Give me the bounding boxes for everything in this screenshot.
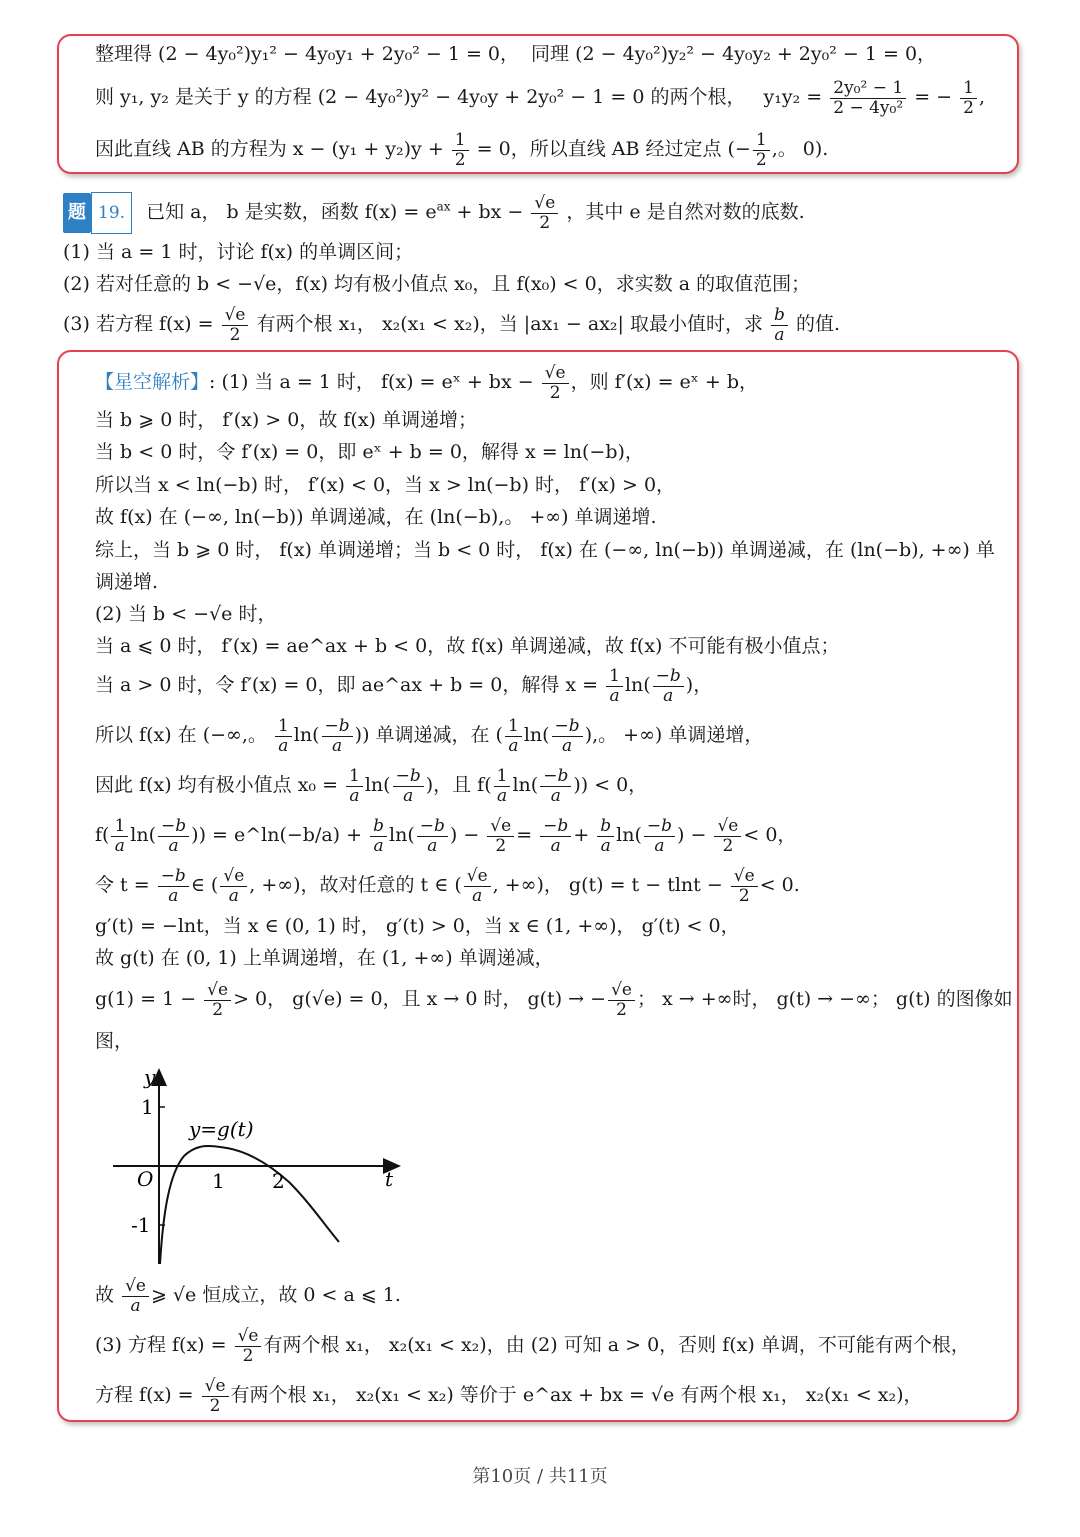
denominator: 2 [539, 212, 551, 233]
denominator: 2 − 4y₀² [833, 97, 904, 118]
line [95, 440, 644, 464]
text: ln( [523, 724, 550, 746]
line [95, 634, 840, 658]
text: g′(t) = −lnt，当 x ∈ (0, 1) 时， g′(t) > 0，当 x ∈ (1, +∞)， g′(t) < 0， [95, 915, 740, 937]
fraction [771, 306, 788, 345]
text: 调递增. [95, 571, 159, 593]
text: 当 b ⩾ 0 时， f′(x) > 0，故 f(x) 单调递增； [95, 409, 477, 431]
numerator: −b [540, 817, 571, 837]
fraction [644, 817, 675, 856]
numerator: −b [653, 667, 684, 687]
denominator: a [472, 885, 483, 906]
denominator: a [130, 1295, 141, 1316]
y-axis-label: y [144, 1065, 156, 1089]
line [95, 408, 477, 432]
text: (3) 方程 f(x) = [95, 1334, 227, 1356]
text: ； x → +∞时， g(t) → −∞； g(t) 的图像如 [636, 988, 1013, 1010]
numerator: 1 [452, 131, 469, 151]
t-axis-label: t [385, 1167, 394, 1191]
line [95, 914, 740, 938]
numerator: 1 [960, 79, 977, 99]
text: ⩾ √e 恒成立，故 0 < a ⩽ 1. [150, 1284, 401, 1306]
question-2 [63, 272, 810, 296]
text: ln( [616, 824, 642, 846]
text: ,。 0). [771, 138, 829, 160]
text: ln( [130, 824, 157, 846]
numerator: −b [552, 717, 583, 737]
text: ) − [677, 824, 707, 846]
numerator: −b [417, 817, 448, 837]
line [95, 662, 712, 708]
line [95, 570, 158, 594]
numerator: b [771, 306, 788, 326]
text: )) 单调递减，在 ( [354, 724, 503, 746]
fraction [830, 79, 906, 118]
text: ln( [389, 824, 415, 846]
denominator: 2 [495, 835, 507, 856]
denominator: a [114, 835, 125, 856]
fraction [505, 717, 522, 756]
numerator: −b [393, 767, 424, 787]
line [95, 1029, 133, 1053]
fraction [714, 817, 741, 856]
text: (1) 当 a = 1 时，讨论 f(x) 的单调区间； [63, 241, 414, 263]
numerator: −b [158, 817, 189, 837]
question-1 [63, 240, 413, 264]
numerator: 2y₀² − 1 [830, 79, 906, 99]
solution-box [57, 350, 1019, 1422]
fraction [552, 717, 583, 756]
denominator: a [427, 835, 438, 856]
line [95, 946, 554, 970]
text: 当 b < 0 时，令 f′(x) = 0，即 eˣ + b = 0，解得 x = ln(−b)， [95, 441, 644, 463]
text: (3) 若方程 f(x) = [63, 313, 214, 335]
fraction [731, 867, 758, 906]
numerator: √e [487, 817, 514, 837]
denominator: a [550, 785, 561, 806]
text: 有两个根 x₁， x₂(x₁ < x₂)，由 (2) 可知 a > 0，否则 f(x) 单调，不可能有两个根， [263, 1334, 970, 1356]
fraction [542, 364, 569, 403]
numerator: −b [322, 717, 353, 737]
line [95, 1322, 970, 1368]
text: ) − [449, 824, 480, 846]
text: 则 y₁, y₂ 是关于 y 的方程 (2 − 4y₀²)y² − 4y₀y + 2y₀² − 1 = 0 的两个根， [95, 86, 746, 108]
text: 当 a > 0 时，令 f′(x) = 0，即 ae^ax + b = 0，解得 x = [95, 674, 599, 696]
denominator: a [663, 685, 674, 706]
text: (2) 若对任意的 b < −√e，f(x) 均有极小值点 x₀，且 f(x₀) < 0，求实数 a 的取值范围； [63, 273, 811, 295]
question-3 [63, 302, 840, 346]
denominator: a [550, 835, 561, 856]
numerator: √e [122, 1277, 149, 1297]
numerator: b [370, 817, 387, 837]
text: )， [685, 674, 713, 696]
denominator: a [373, 835, 384, 856]
fraction [608, 981, 635, 1020]
denominator: a [774, 324, 785, 345]
g-curve [160, 1146, 339, 1264]
tick-label-x2: 2 [272, 1169, 285, 1193]
tick-label-ym1: -1 [131, 1213, 151, 1237]
denominator: a [654, 835, 665, 856]
numerator: 1 [111, 817, 128, 837]
function-graph [109, 1064, 409, 1269]
denominator: a [349, 785, 360, 806]
denominator: a [496, 785, 508, 806]
fraction [346, 767, 363, 806]
problem-stem [63, 192, 805, 234]
fraction [111, 817, 128, 856]
denominator: 2 [242, 1345, 254, 1366]
fraction [393, 767, 424, 806]
numerator: −b [644, 817, 675, 837]
fraction [158, 817, 189, 856]
numerator: b [597, 817, 614, 837]
denominator: 2 [722, 835, 734, 856]
text: ln( [293, 724, 320, 746]
line [95, 538, 995, 562]
solution-label: 【星空解析】 [95, 371, 210, 393]
denominator: a [508, 735, 519, 756]
line [95, 976, 1013, 1022]
fraction [531, 194, 558, 233]
denominator: 2 [229, 324, 241, 345]
denominator: a [168, 835, 179, 856]
denominator: a [168, 885, 179, 906]
text: ln( [624, 674, 651, 696]
fraction [222, 306, 249, 345]
text: 令 t = [95, 874, 150, 896]
text: 同理 (2 − 4y₀²)y₂² − 4y₀y₂ + 2y₀² − 1 = 0， [531, 43, 937, 65]
numerator: 1 [505, 717, 522, 737]
problem-number: 19. [91, 192, 132, 234]
fraction [235, 1327, 262, 1366]
numerator: √e [714, 817, 741, 837]
text: 综上，当 b ⩾ 0 时， f(x) 单调递增；当 b < 0 时， f(x) 在 (−∞, ln(−b)) 单调递减，在 (ln(−b), +∞) 单 [95, 539, 995, 561]
fraction [494, 767, 511, 806]
fraction [370, 817, 387, 856]
text: ),。 +∞) 单调递增， [584, 724, 764, 746]
denominator: 2 [454, 149, 466, 170]
fraction [606, 667, 623, 706]
text: ，则 f′(x) = eˣ + b， [570, 371, 758, 393]
numerator: √e [608, 981, 635, 1001]
line [95, 862, 800, 908]
numerator: 1 [606, 667, 623, 687]
text: < 0， [743, 824, 797, 846]
text: , +∞)， g(t) = t − tlnt − [492, 874, 723, 896]
denominator: 2 [209, 1395, 221, 1416]
denominator: a [403, 785, 414, 806]
fraction [202, 1377, 229, 1416]
line [95, 505, 657, 529]
text: ln( [364, 774, 391, 796]
line [95, 42, 936, 66]
text: > 0， g(√e) = 0，且 x → 0 时， g(t) → − [233, 988, 607, 1010]
text: 故 f(x) 在 (−∞, ln(−b)) 单调递减，在 (ln(−b),。 +∞) 单调递增. [95, 506, 657, 528]
fraction [275, 717, 292, 756]
line [95, 360, 758, 404]
fraction [597, 817, 614, 856]
numerator: √e [220, 867, 247, 887]
denominator: 2 [738, 885, 750, 906]
text: ln( [512, 774, 539, 796]
line [95, 712, 763, 758]
line: 则 y₁, y₂ 是关于 y 的方程 (2 − 4y₀²)y² − 4y₀y + 2y₀² − 1 = 0 的两个根， y₁y₂ = $\frac{\text{2y₀² − 1}}{\text{2 − 4y₀²}}$ = − $\frac{1}{2}$ , [95, 77, 986, 118]
denominator: a [609, 685, 620, 706]
denominator: a [278, 735, 289, 756]
text: f( [95, 824, 110, 846]
denominator: 2 [616, 999, 627, 1020]
line [95, 762, 647, 808]
denominator: a [600, 835, 611, 856]
fraction [653, 667, 684, 706]
text: )) < 0， [573, 774, 648, 796]
text: 因此 f(x) 均有极小值点 x₀ = [95, 774, 338, 796]
denominator: a [332, 735, 343, 756]
numerator: 1 [346, 767, 363, 787]
line [95, 473, 675, 497]
denominator: a [562, 735, 573, 756]
text: = [516, 824, 533, 846]
text: 图， [95, 1030, 134, 1052]
text: + bx − [450, 201, 524, 223]
numerator: −b [540, 767, 571, 787]
text: = 0，所以直线 AB 经过定点 (− [476, 138, 751, 160]
tick-label-y1: 1 [141, 1095, 154, 1119]
text: 方程 f(x) = [95, 1384, 194, 1406]
superscript: ax [436, 199, 451, 214]
text: : (1) 当 a = 1 时， f(x) = eˣ + bx − [209, 371, 534, 393]
line [95, 1272, 401, 1318]
numerator: √e [204, 981, 231, 1001]
text: y₁y₂ = [763, 86, 823, 108]
text: ∈ ( [190, 874, 219, 896]
numerator: 1 [753, 131, 770, 151]
line [95, 1372, 923, 1418]
text: 已知 a， b 是实数，函数 f(x) = e [146, 201, 437, 223]
text: )，且 f( [425, 774, 492, 796]
text: 当 a ⩽ 0 时， f′(x) = ae^ax + b < 0，故 f(x) 单调递减，故 f(x) 不可能有极小值点； [95, 635, 840, 657]
text: 因此直线 AB 的方程为 x − (y₁ + y₂)y + [95, 138, 444, 160]
fraction [452, 131, 469, 170]
origin-label: O [137, 1167, 154, 1191]
fraction [220, 867, 247, 906]
fraction [540, 767, 571, 806]
text: = − [914, 86, 953, 108]
denominator: a [228, 885, 239, 906]
denominator: 2 [549, 382, 561, 403]
denominator: 2 [755, 149, 767, 170]
text: 有两个根 x₁， x₂(x₁ < x₂)，当 |ax₁ − ax₂| 取最小值时，求 [256, 313, 763, 335]
problem-tag: 题 [63, 193, 91, 233]
numerator: −b [158, 867, 189, 887]
fraction [464, 867, 491, 906]
curve-label: y=g(t) [189, 1117, 254, 1141]
fraction [753, 131, 770, 170]
numerator: √e [542, 364, 569, 384]
text: + [573, 824, 590, 846]
page-footer: 第10页 / 共11页 [472, 1466, 608, 1487]
numerator: √e [222, 306, 249, 326]
text: 故 [95, 1284, 115, 1306]
line [95, 126, 828, 172]
numerator: √e [464, 867, 491, 887]
tick-label-x1: 1 [212, 1169, 225, 1193]
text: 所以 f(x) 在 (−∞,。 [95, 724, 267, 746]
text: 的值. [795, 313, 840, 335]
numerator: 1 [494, 767, 511, 787]
fraction [122, 1277, 149, 1316]
text: , +∞)，故对任意的 t ∈ ( [249, 874, 462, 896]
text: 有两个根 x₁， x₂(x₁ < x₂) 等价于 e^ax + bx = √e 有两个根 x₁， x₂(x₁ < x₂)， [230, 1384, 923, 1406]
numerator: √e [531, 194, 558, 214]
numerator: √e [235, 1327, 262, 1347]
fraction [158, 867, 189, 906]
fraction [204, 981, 231, 1020]
text: 所以当 x < ln(−b) 时， f′(x) < 0，当 x > ln(−b) 时， f′(x) > 0， [95, 474, 676, 496]
numerator: √e [202, 1377, 229, 1397]
fraction [487, 817, 514, 856]
line [95, 602, 276, 626]
denominator: 2 [963, 97, 974, 118]
denominator: 2 [212, 999, 224, 1020]
solution-box-top [57, 34, 1019, 174]
text: ，其中 e 是自然对数的底数. [566, 201, 805, 223]
fraction [322, 717, 353, 756]
fraction [960, 79, 977, 118]
text: (2) 当 b < −√e 时， [95, 603, 277, 625]
fraction [540, 817, 571, 856]
text: < 0. [759, 874, 800, 896]
text: )) = e^ln(−b/a) + [191, 824, 363, 846]
numerator: 1 [275, 717, 292, 737]
text: 整理得 (2 − 4y₀²)y₁² − 4y₀y₁ + 2y₀² − 1 = 0， [95, 43, 519, 65]
numerator: √e [731, 867, 758, 887]
fraction [417, 817, 448, 856]
text: g(1) = 1 − [95, 988, 197, 1010]
line [95, 812, 796, 858]
text: 故 g(t) 在 (0, 1) 上单调递增，在 (1, +∞) 单调递减， [95, 947, 554, 969]
